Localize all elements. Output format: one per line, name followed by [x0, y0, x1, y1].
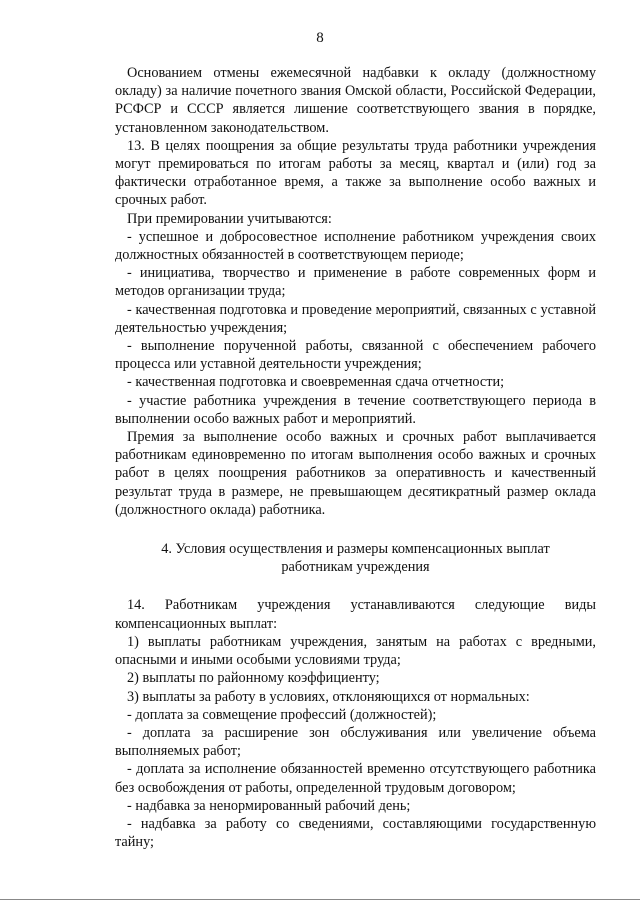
paragraph: 14. Работникам учреждения устанавливаются следующие виды компенсационных выплат: — [115, 597, 596, 632]
section-heading-line: 4. Условия осуществления и размеры компенсационных выплат — [161, 541, 550, 558]
list-item: - доплата за расширение зон обслуживания или увеличение объема выполняемых работ; — [115, 724, 596, 760]
document-body — [115, 64, 596, 851]
paragraph: При премировании учитываются: — [127, 210, 332, 227]
list-item: - доплата за исполнение обязанностей временно отсутствующего работника без освобождения от работы, определенной трудовым договором; — [115, 761, 596, 796]
list-item: 1) выплаты работникам учреждения, занятым на работах с вредными, опасными и иными особыми условиями труда; — [115, 633, 596, 669]
list-item: - надбавка за работу со сведениями, составляющими государственную тайну; — [115, 815, 596, 851]
paragraph: Основанием отмены ежемесячной надбавки к окладу (должностному окладу) за наличие почетного звания Омской области, Российской Федерации, РСФСР и СССР является лишение соответствующего звания в порядке, установленном законодательством. — [115, 65, 596, 136]
list-item: - качественная подготовка и проведение мероприятий, связанных с уставной деятельностью учреждения; — [115, 301, 596, 336]
list-item: - участие работника учреждения в течение соответствующего периода в выполнении особо важных работ и мероприятий. — [115, 392, 596, 427]
list-item: - инициатива, творчество и применение в работе современных форм и методов организации труда; — [115, 265, 596, 300]
section-heading — [115, 540, 596, 576]
footer-rule — [0, 899, 640, 902]
list-item: - доплата за совмещение профессий (должностей); — [127, 706, 437, 723]
list-item: 3) выплаты за работу в условиях, отклоняющихся от нормальных: — [127, 688, 530, 705]
list-item: 2) выплаты по районному коэффициенту; — [127, 670, 380, 687]
paragraph: Премия за выполнение особо важных и срочных работ выплачивается работникам единовременно по итогам выполнения особо важных и срочных работ в целях поощрения работников за оперативность и качественный результат труда в размере, не превышающем десятикратный размер оклада (должностного оклада) работника. — [115, 429, 596, 518]
list-item: - надбавка за ненормированный рабочий день; — [127, 797, 411, 814]
list-item: - выполнение порученной работы, связанной с обеспечением рабочего процесса или уставной деятельности учреждения; — [115, 338, 596, 373]
list-item: - качественная подготовка и своевременная сдача отчетности; — [127, 374, 505, 391]
paragraph: 13. В целях поощрения за общие результаты труда работники учреждения могут премироваться по итогам работы за месяц, квартал и (или) год за фактически отработанное время, а также за выполнение особо важных и срочных работ. — [115, 137, 596, 209]
section-heading-line: работникам учреждения — [281, 559, 430, 576]
page-number: 8 — [316, 30, 324, 46]
list-item: - успешное и добросовестное исполнение работником учреждения своих должностных обязанностей в соответствующем периоде; — [115, 228, 596, 264]
